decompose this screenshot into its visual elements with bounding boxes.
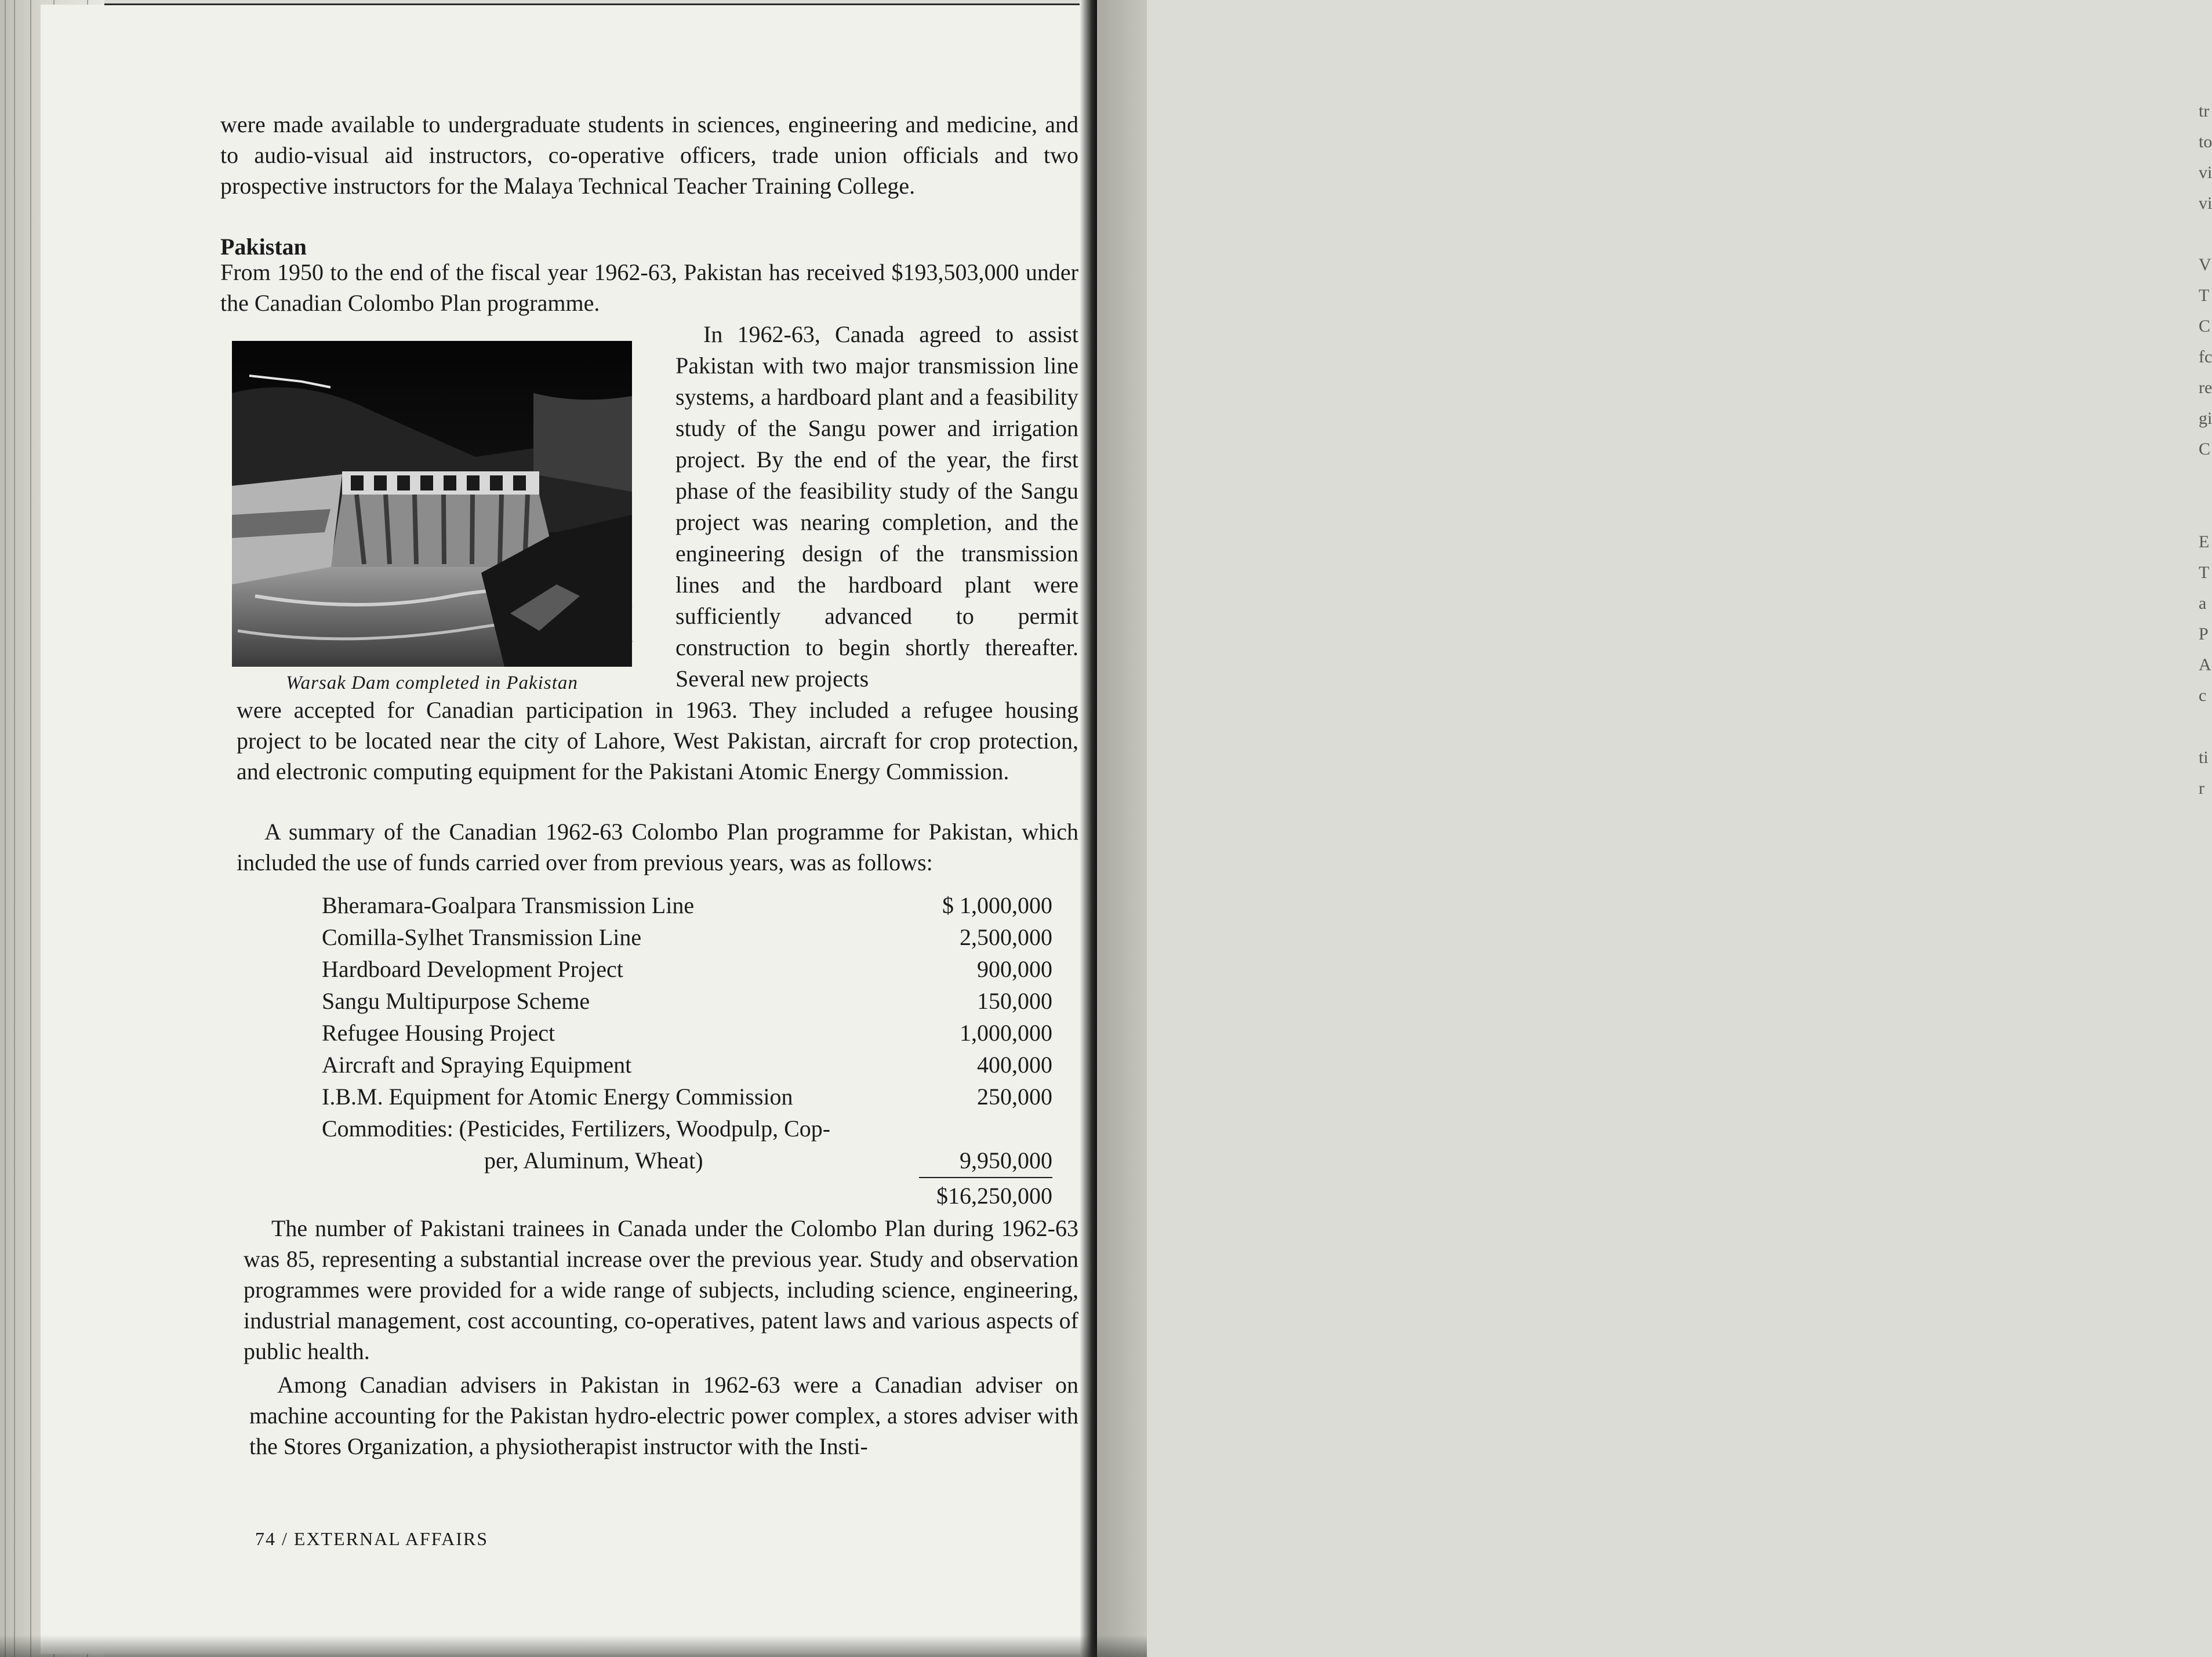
budget-item-label: Comilla-Sylhet Transmission Line: [322, 924, 642, 950]
binding-shadow: [1080, 0, 1097, 1657]
edge-fragment: fc: [2199, 347, 2212, 366]
bottom-shadow: [0, 1635, 1147, 1657]
budget-row: [322, 1019, 1052, 1051]
gutter-line: [5, 0, 6, 1657]
advisers-paragraph: [249, 1369, 1078, 1462]
edge-fragment: A: [2199, 655, 2211, 674]
budget-row: [322, 892, 1052, 924]
edge-fragment: gi: [2199, 409, 2212, 428]
budget-item-amount: 400,000: [977, 1052, 1052, 1078]
budget-row: [322, 924, 1052, 955]
continuation-text: were accepted for Canadian participation in 1963. They included a refugee housing project to be located near the city of Lahore, West Pakistan, aircraft for crop protection, and electronic computing equipment for the Pakistani Atomic Energy Commission.: [237, 697, 1078, 784]
edge-fragment: T: [2199, 286, 2210, 305]
edge-fragment: r: [2199, 779, 2204, 798]
commodities-amount: 9,950,000: [960, 1147, 1052, 1173]
facing-page-edge: [1097, 0, 2212, 1657]
budget-total: $16,250,000: [936, 1183, 1052, 1209]
gutter-line: [14, 0, 15, 1657]
budget-item-amount: 1,000,000: [960, 1020, 1052, 1046]
budget-row: [322, 987, 1052, 1019]
edge-fragment: C: [2199, 439, 2211, 459]
budget-row: [322, 955, 1052, 987]
dam-photo: [232, 341, 632, 667]
advisers-text: Among Canadian advisers in Pakistan in 1962-63 were a Canadian adviser on machine accounting for the Pakistan hydro-electric power complex, a stores adviser with the Stores Organization, a physiotherapist instructor with the Insti-: [249, 1372, 1078, 1459]
budget-item-label: Hardboard Development Project: [322, 956, 623, 982]
budget-item-label: Refugee Housing Project: [322, 1020, 555, 1046]
edge-fragment: re: [2199, 378, 2212, 397]
edge-fragment: C: [2199, 317, 2211, 336]
photo-caption: Warsak Dam completed in Pakistan: [286, 673, 578, 693]
edge-fragment: vi: [2199, 194, 2212, 213]
dam-illustration: [232, 341, 632, 667]
section-heading: Pakistan: [220, 234, 307, 260]
edge-fragment: vi: [2199, 163, 2212, 182]
budget-row-commodities: [322, 1115, 1052, 1147]
opening-paragraph: [220, 257, 1078, 318]
edge-fragment: P: [2199, 624, 2209, 644]
continuation-paragraph: [237, 695, 1078, 787]
trainees-paragraph: [244, 1213, 1078, 1367]
budget-item-label: Sangu Multipurpose Scheme: [322, 988, 590, 1014]
budget-item-amount: $ 1,000,000: [942, 892, 1052, 918]
budget-item-label: I.B.M. Equipment for Atomic Energy Commission: [322, 1084, 793, 1110]
edge-fragment: a: [2199, 594, 2207, 613]
side-column-paragraph: [675, 319, 1078, 695]
commodities-continuation: per, Aluminum, Wheat): [484, 1147, 703, 1173]
edge-fragment: V: [2199, 255, 2211, 274]
budget-item-amount: 2,500,000: [960, 924, 1052, 950]
trainees-text: The number of Pakistani trainees in Canada under the Colombo Plan during 1962-63 was 85, representing a substantial increase over the previous year. Study and observation programmes were provided for a wide range of subjects, including science, engineering, industrial management, cost accounting, co-operatives, patent laws and various aspects of public health.: [244, 1215, 1078, 1364]
budget-item-amount: 150,000: [977, 988, 1052, 1014]
edge-fragment: to: [2199, 132, 2212, 151]
edge-fragment: E: [2199, 532, 2210, 551]
budget-table: [322, 892, 1052, 1214]
budget-item-amount: 900,000: [977, 956, 1052, 982]
edge-fragment: ti: [2199, 748, 2209, 767]
edge-fragment: c: [2199, 686, 2207, 705]
budget-item-label: Bheramara-Goalpara Transmission Line: [322, 892, 695, 918]
gutter-line: [30, 0, 31, 1657]
summary-intro-text: A summary of the Canadian 1962-63 Colombo Plan programme for Pakistan, which included the use of funds carried over from previous years, was as follows:: [237, 819, 1078, 875]
intro-paragraph: [220, 109, 1078, 201]
budget-item-label: Aircraft and Spraying Equipment: [322, 1052, 632, 1078]
opening-text: From 1950 to the end of the fiscal year 1962-63, Pakistan has received $193,503,000 under the Canadian Colombo Plan programme.: [220, 259, 1078, 316]
page-footer: 74 / EXTERNAL AFFAIRS: [255, 1528, 489, 1549]
side-text: In 1962-63, Canada agreed to assist Pakistan with two major transmission line systems, a hardboard plant and a feasibility study of the Sangu power and irrigation project. By the end of the year, the first phase of the feasibility study of the Sangu project was nearing completion, and the engineering design of the transmission lines and the hardboard plant were sufficiently advanced to permit construction to begin shortly thereafter. Several new projects: [675, 321, 1078, 692]
budget-row-commodities-cont: [322, 1147, 1052, 1179]
edge-fragment: tr: [2199, 101, 2210, 121]
commodities-label: Commodities: (Pesticides, Fertilizers, Woodpulp, Cop-: [322, 1115, 831, 1142]
budget-row: [322, 1083, 1052, 1115]
summary-intro-paragraph: [237, 816, 1078, 878]
top-rule: [104, 3, 1090, 5]
edge-fragment: T: [2199, 563, 2210, 582]
total-rule: [919, 1177, 1052, 1178]
budget-item-amount: 250,000: [977, 1084, 1052, 1110]
budget-total-row: [322, 1182, 1052, 1214]
intro-text: were made available to undergraduate students in sciences, engineering and medicine, and to audio-visual aid instructors, co-operative officers, trade union officials and two prospective instructors for the Malaya Technical Teacher Training College.: [220, 111, 1078, 199]
budget-row: [322, 1051, 1052, 1083]
